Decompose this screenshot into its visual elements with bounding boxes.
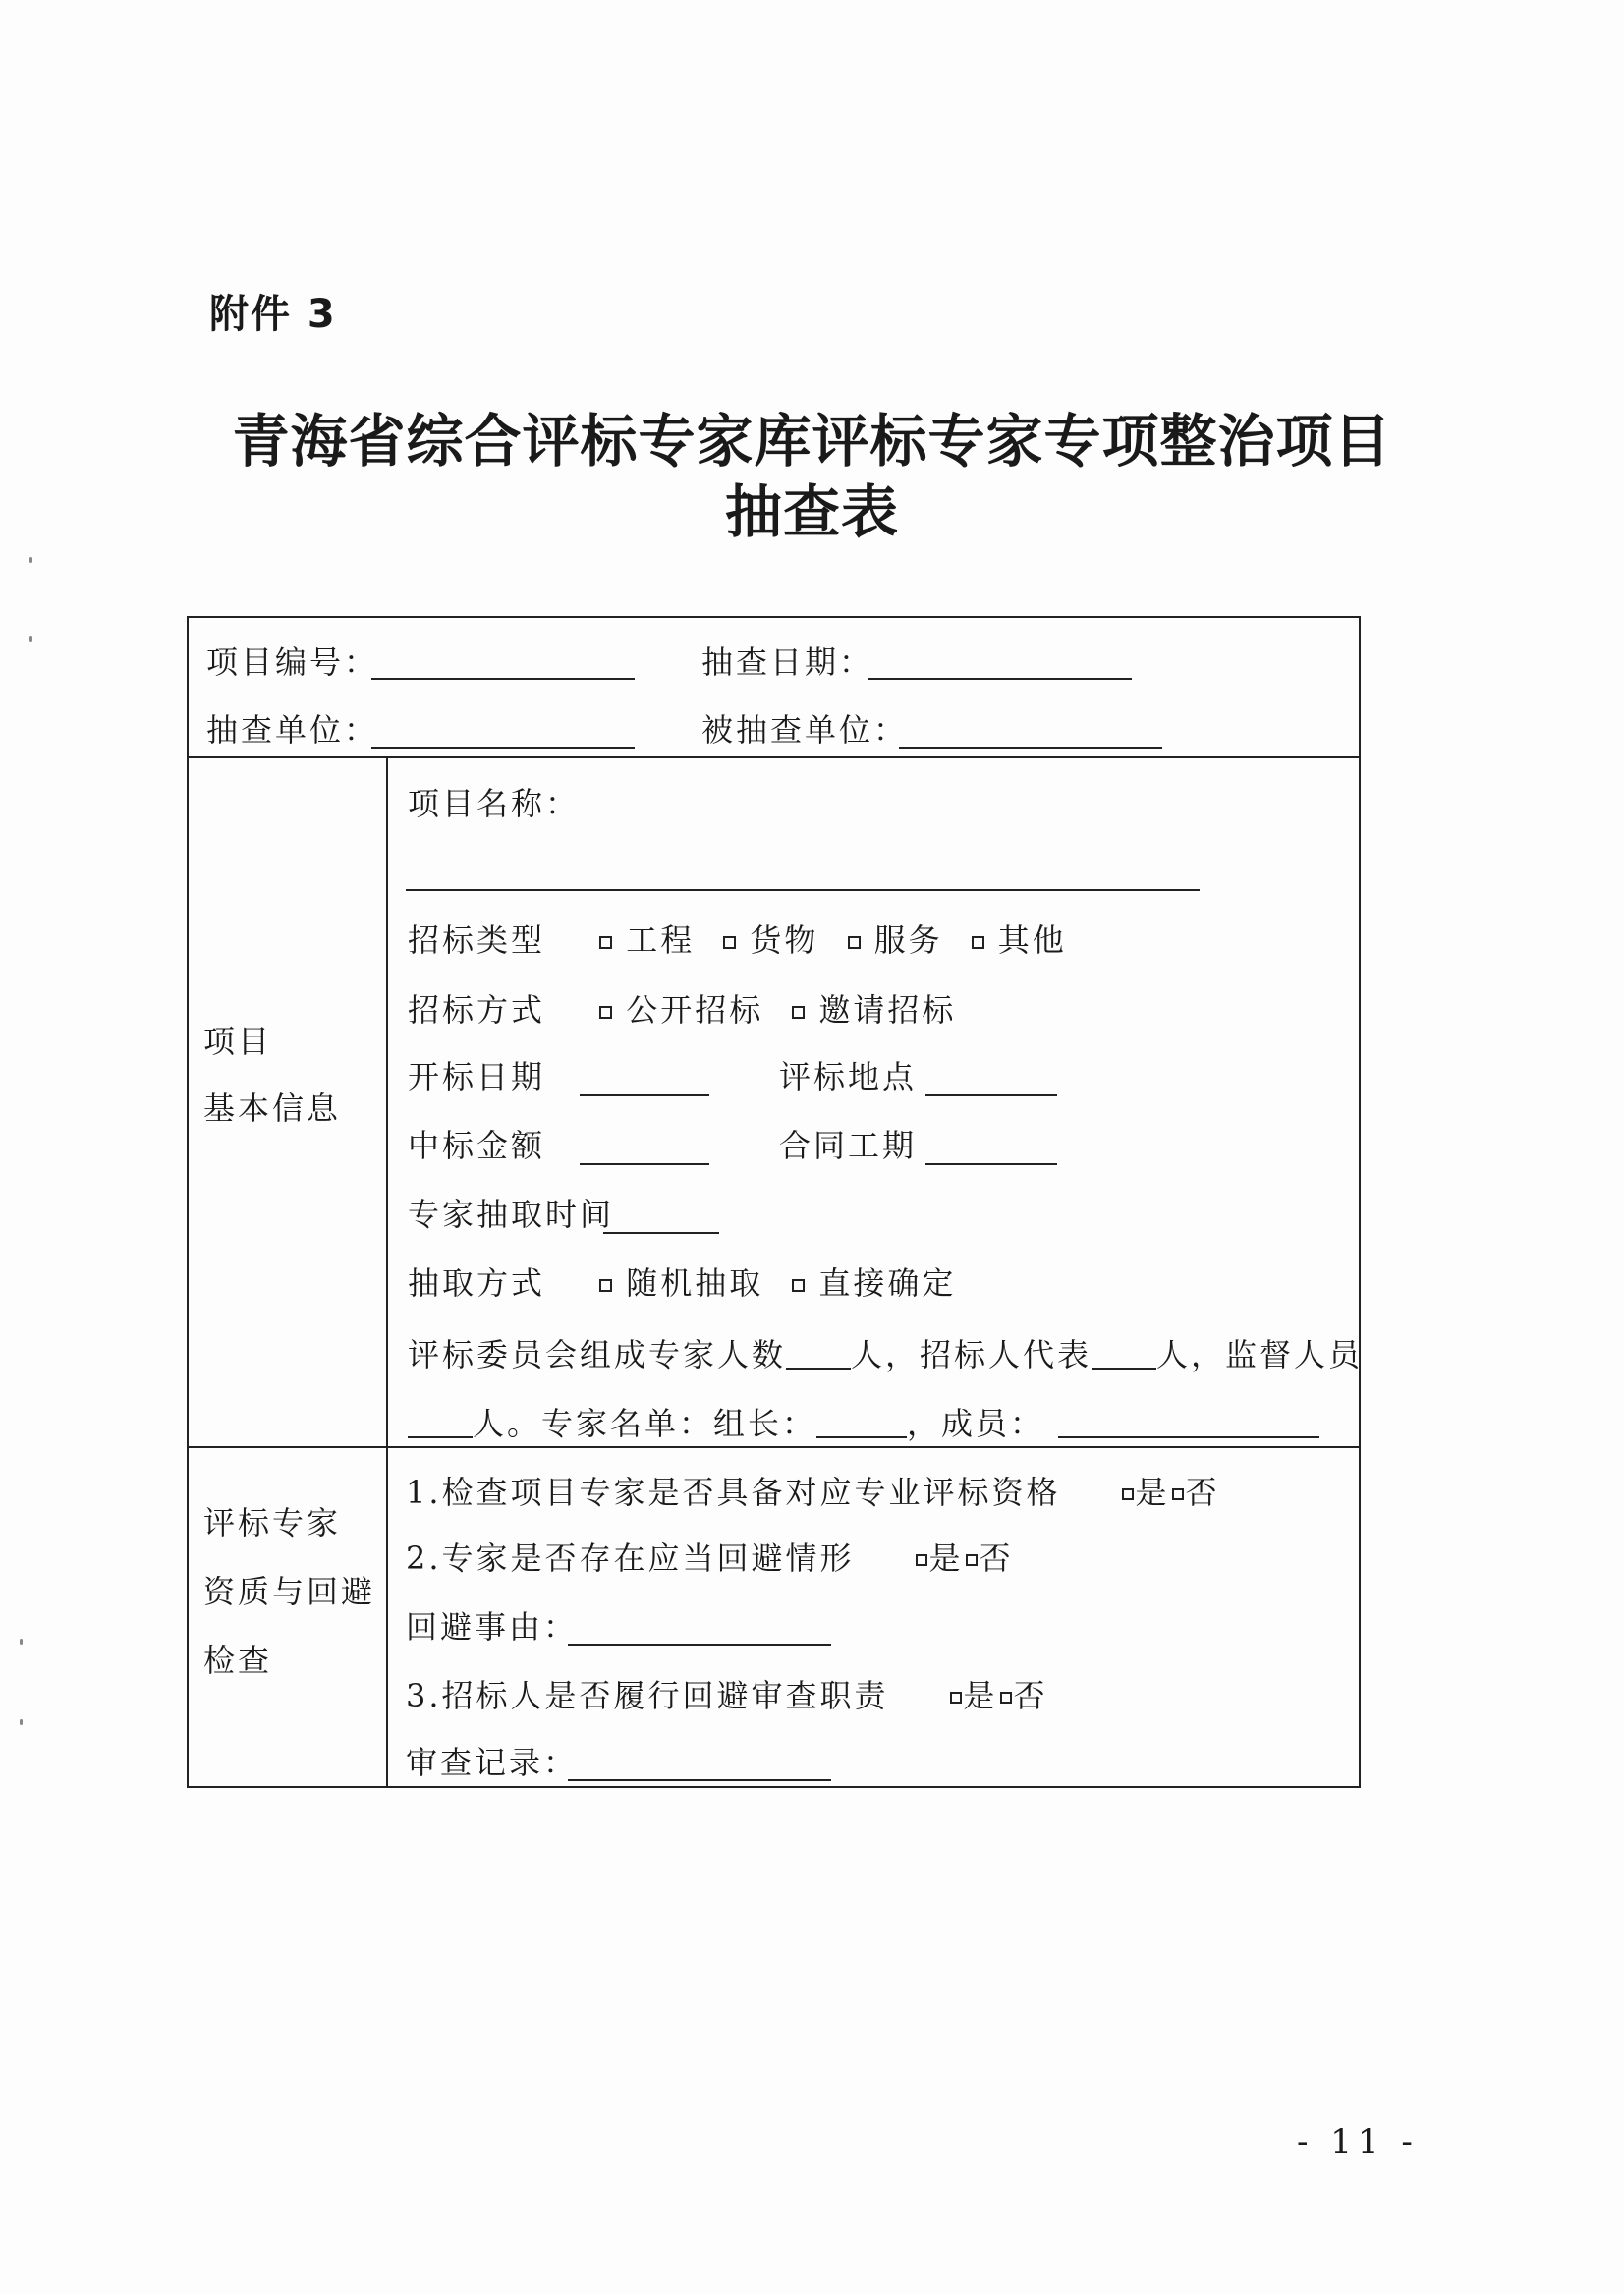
question-3: 3.招标人是否履行回避审查职责 bbox=[406, 1677, 889, 1714]
expert-draw-time-field[interactable] bbox=[603, 1232, 719, 1234]
q3-yes-checkbox[interactable] bbox=[950, 1692, 962, 1704]
option-invited-bidding: 邀请招标 bbox=[818, 991, 957, 1029]
q3-no-label: 否 bbox=[1013, 1677, 1048, 1714]
checkbox-open-bidding[interactable] bbox=[599, 1006, 612, 1019]
q1-yes-label: 是 bbox=[1135, 1474, 1170, 1511]
review-record-label: 审查记录： bbox=[406, 1744, 579, 1781]
section1-label-line1: 项目 bbox=[203, 1023, 273, 1060]
evaluation-place-field[interactable] bbox=[925, 1094, 1057, 1096]
inspection-table bbox=[187, 616, 1364, 1788]
checked-unit-label: 被抽查单位： bbox=[701, 711, 909, 749]
scan-speck bbox=[20, 1719, 23, 1725]
expert-list-leader-label: 人。专家名单：组长： bbox=[473, 1405, 817, 1442]
q1-yes-checkbox[interactable] bbox=[1122, 1488, 1134, 1500]
draw-method-label: 抽取方式 bbox=[408, 1264, 546, 1302]
attachment-label: 附件 3 bbox=[209, 292, 337, 337]
option-goods: 货物 bbox=[750, 922, 819, 959]
section1-label-line2: 基本信息 bbox=[203, 1090, 342, 1127]
checkbox-random-draw[interactable] bbox=[599, 1279, 612, 1292]
opening-date-label: 开标日期 bbox=[408, 1058, 546, 1095]
supervisor-count-field[interactable] bbox=[408, 1407, 473, 1438]
contract-period-field[interactable] bbox=[925, 1163, 1057, 1165]
avoid-reason-label: 回避事由： bbox=[406, 1608, 579, 1646]
section2-label-line3: 检查 bbox=[203, 1642, 273, 1679]
avoid-reason-field[interactable] bbox=[568, 1644, 831, 1646]
bid-type-label: 招标类型 bbox=[408, 922, 546, 959]
checkbox-direct-appoint[interactable] bbox=[792, 1279, 805, 1292]
q2-no-checkbox[interactable] bbox=[966, 1554, 978, 1566]
members-label: ，成员： bbox=[907, 1405, 1045, 1442]
form-title-line1: 青海省综合评标专家库评标专家专项整治项目 bbox=[232, 408, 1392, 475]
option-open-bidding: 公开招标 bbox=[626, 991, 764, 1029]
committee-experts-label: 评标委员会组成专家人数 bbox=[408, 1336, 787, 1373]
bid-type-row bbox=[408, 922, 1081, 959]
committee-line1 bbox=[408, 1338, 1363, 1371]
option-engineering: 工程 bbox=[626, 922, 696, 959]
q2-yes-checkbox[interactable] bbox=[916, 1554, 927, 1566]
question-1: 1.检查项目专家是否具备对应专业评标资格 bbox=[406, 1474, 1061, 1511]
option-direct-appoint: 直接确定 bbox=[818, 1264, 957, 1302]
table-divider-header bbox=[187, 756, 1361, 758]
scan-speck bbox=[29, 636, 32, 642]
winning-amount-label: 中标金额 bbox=[408, 1127, 546, 1164]
checkbox-engineering[interactable] bbox=[599, 936, 612, 949]
checkbox-other[interactable] bbox=[972, 936, 984, 949]
section2-label-line1: 评标专家 bbox=[203, 1504, 342, 1541]
expert-draw-time-label: 专家抽取时间 bbox=[408, 1196, 615, 1233]
project-name-field[interactable] bbox=[406, 889, 1200, 891]
bid-method-row bbox=[408, 991, 970, 1029]
table-divider-section bbox=[187, 1446, 1361, 1448]
bid-method-label: 招标方式 bbox=[408, 991, 546, 1029]
check-unit-label: 抽查单位： bbox=[206, 711, 379, 749]
leader-field[interactable] bbox=[816, 1407, 907, 1438]
page-number: - 11 - bbox=[1297, 2122, 1419, 2161]
q1-no-label: 否 bbox=[1185, 1474, 1220, 1511]
contract-period-label: 合同工期 bbox=[779, 1127, 918, 1164]
check-unit-field[interactable] bbox=[371, 747, 635, 749]
opening-date-field[interactable] bbox=[580, 1094, 709, 1096]
winning-amount-field[interactable] bbox=[580, 1163, 709, 1165]
checked-unit-field[interactable] bbox=[899, 747, 1162, 749]
q2-yes-label: 是 bbox=[928, 1539, 964, 1577]
committee-line2 bbox=[408, 1405, 1319, 1442]
tenderer-rep-count-field[interactable] bbox=[1092, 1338, 1156, 1370]
check-date-field[interactable] bbox=[868, 678, 1132, 680]
option-other: 其他 bbox=[997, 922, 1067, 959]
review-record-field[interactable] bbox=[568, 1779, 831, 1781]
scan-speck bbox=[29, 557, 32, 563]
project-no-field[interactable] bbox=[371, 678, 635, 680]
evaluation-place-label: 评标地点 bbox=[779, 1058, 918, 1095]
check-date-label: 抽查日期： bbox=[701, 644, 874, 681]
experts-count-field[interactable] bbox=[786, 1338, 851, 1370]
members-field[interactable] bbox=[1058, 1407, 1319, 1438]
question-1-row bbox=[406, 1474, 1220, 1511]
question-2-row bbox=[406, 1539, 1014, 1577]
question-2: 2.专家是否存在应当回避情形 bbox=[406, 1539, 855, 1577]
q3-yes-label: 是 bbox=[963, 1677, 998, 1714]
tenderer-rep-label: 人，招标人代表 bbox=[851, 1336, 1092, 1373]
q1-no-checkbox[interactable] bbox=[1172, 1488, 1184, 1500]
question-3-row bbox=[406, 1677, 1048, 1714]
supervisor-label: 人，监督人员 bbox=[1156, 1336, 1364, 1373]
q2-no-label: 否 bbox=[979, 1539, 1014, 1577]
option-random-draw: 随机抽取 bbox=[626, 1264, 764, 1302]
form-title-line2: 抽查表 bbox=[724, 478, 899, 545]
section2-label-line2: 资质与回避 bbox=[203, 1573, 376, 1610]
q3-no-checkbox[interactable] bbox=[1000, 1692, 1012, 1704]
table-column-divider bbox=[386, 756, 388, 1788]
project-name-label: 项目名称： bbox=[408, 785, 581, 822]
checkbox-invited-bidding[interactable] bbox=[792, 1006, 805, 1019]
project-no-label: 项目编号： bbox=[206, 644, 379, 681]
scan-speck bbox=[20, 1639, 23, 1645]
checkbox-services[interactable] bbox=[848, 936, 861, 949]
option-services: 服务 bbox=[873, 922, 943, 959]
checkbox-goods[interactable] bbox=[723, 936, 736, 949]
draw-method-row bbox=[408, 1264, 970, 1302]
